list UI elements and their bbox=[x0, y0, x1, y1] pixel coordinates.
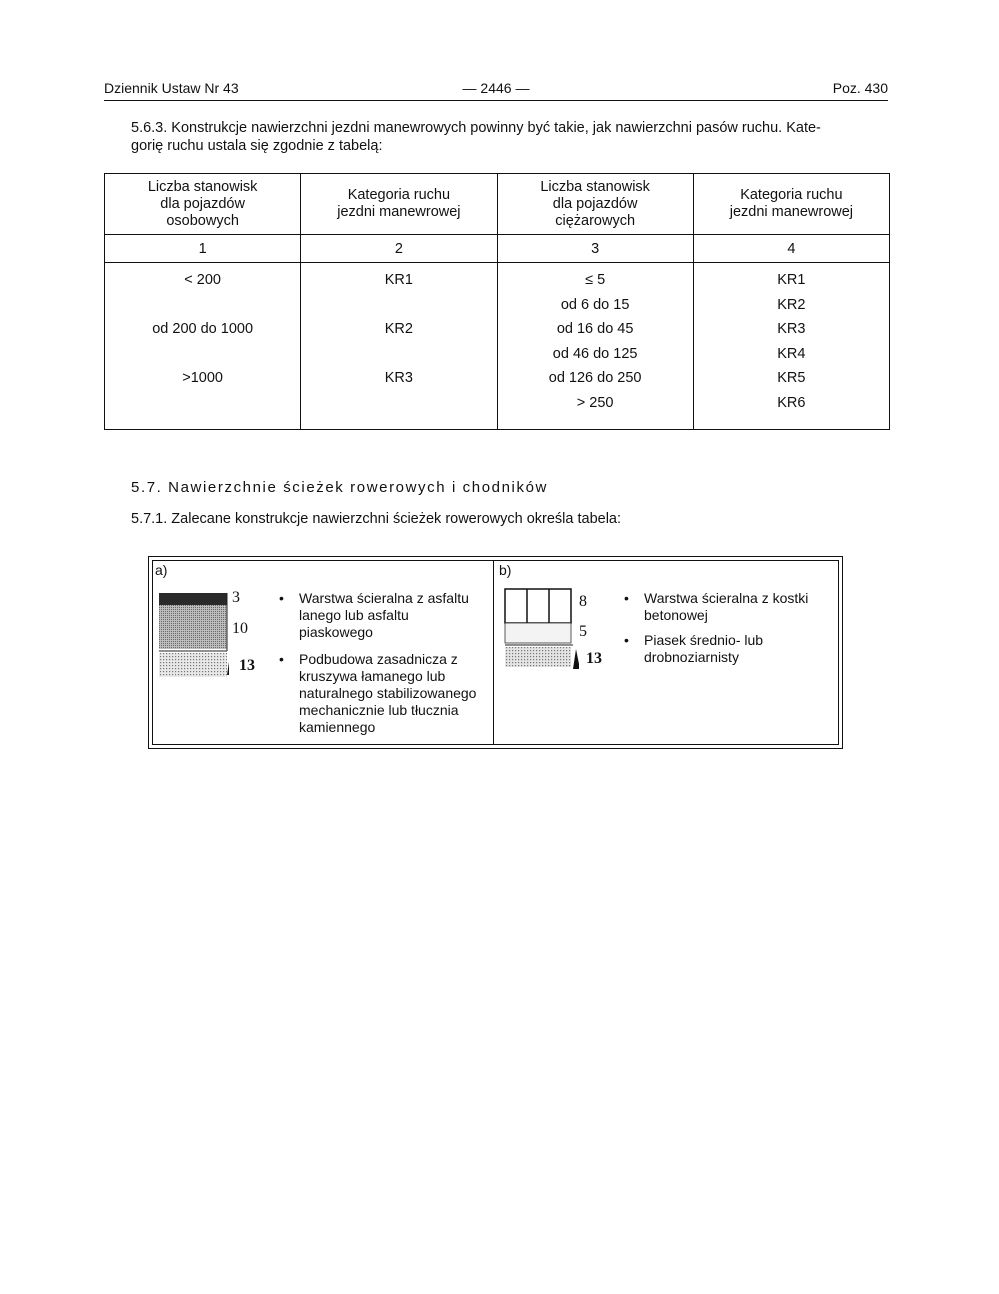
depth-marker bbox=[227, 655, 229, 675]
layer-thickness: 5 bbox=[579, 623, 587, 640]
column-number: 3 bbox=[497, 235, 693, 263]
subsection-title: 5.7.1. Zalecane konstrukcje nawierzchni ścieżek rowerowych określa tabela: bbox=[131, 511, 622, 527]
section-title: 5.7. Nawierzchnie ścieżek rowerowych i chodników bbox=[131, 479, 548, 496]
column-number: 2 bbox=[301, 235, 497, 263]
table-header-row bbox=[105, 174, 890, 235]
column-number: 1 bbox=[105, 235, 301, 263]
panel-b-legend bbox=[622, 590, 837, 670]
header-cell: Liczba stanowisk dla pojazdów osobowych bbox=[105, 174, 301, 235]
passenger-stands-cell: < 200 od 200 do 1000 >1000 bbox=[105, 263, 301, 430]
layer-thickness: 13 bbox=[586, 650, 602, 667]
layer-thickness: 8 bbox=[579, 593, 587, 610]
position-number: Poz. 430 bbox=[832, 80, 888, 96]
passenger-category-cell: KR1 KR2 KR3 bbox=[301, 263, 497, 430]
column-number-row bbox=[105, 235, 890, 263]
pavement-figure bbox=[148, 556, 843, 749]
concrete-paver-layer bbox=[505, 589, 571, 623]
legend-item: • Piasek średnio- lub drobnoziarnisty bbox=[622, 632, 837, 666]
page-number: — 2446 — bbox=[462, 80, 530, 96]
layer-thickness: 10 bbox=[232, 620, 248, 637]
layer-thickness: 3 bbox=[232, 589, 240, 606]
header-rule bbox=[104, 100, 888, 101]
legend-item: • Warstwa ścieralna z kostki betonowej bbox=[622, 590, 837, 624]
depth-marker bbox=[573, 649, 579, 669]
page-header bbox=[104, 80, 888, 100]
panel-b-cross-section bbox=[503, 587, 579, 673]
table-row bbox=[105, 263, 890, 430]
header-cell: Kategoria ruchu jezdni manewrowej bbox=[301, 174, 497, 235]
legend-item: • Podbudowa zasadnicza z kruszywa łamanego lub naturalnego stabilizowanego mechanicznie lub tłucznia kamiennego bbox=[277, 651, 497, 736]
sand-layer bbox=[505, 623, 571, 643]
panel-a-legend bbox=[277, 590, 497, 740]
layer-thickness: 13 bbox=[239, 657, 255, 674]
panel-a-label: a) bbox=[155, 562, 168, 578]
subbase-layer bbox=[159, 653, 227, 677]
truck-stands-cell: ≤ 5 od 6 do 15 od 16 do 45 od 46 do 125 od 126 do 250 > 250 bbox=[497, 263, 693, 430]
legend-item: • Warstwa ścieralna z asfaltu lanego lub asfaltu piaskowego bbox=[277, 590, 497, 641]
intro-line: gorię ruchu ustala się zgodnie z tabelą: bbox=[131, 138, 383, 154]
truck-category-cell: KR1 KR2 KR3 KR4 KR5 KR6 bbox=[693, 263, 889, 430]
subgrade-layer bbox=[505, 647, 571, 667]
intro-line: 5.6.3. Konstrukcje nawierzchni jezdni manewrowych powinny być takie, jak nawierzchni pasów ruchu. Kate- bbox=[131, 120, 821, 136]
column-number: 4 bbox=[693, 235, 889, 263]
header-cell: Liczba stanowisk dla pojazdów ciężarowych bbox=[497, 174, 693, 235]
panel-b-label: b) bbox=[499, 562, 512, 578]
asphalt-layer bbox=[159, 593, 227, 605]
header-cell: Kategoria ruchu jezdni manewrowej bbox=[693, 174, 889, 235]
journal-name: Dziennik Ustaw Nr 43 bbox=[104, 80, 239, 96]
base-layer bbox=[159, 605, 227, 649]
panel-a-cross-section bbox=[157, 593, 229, 679]
traffic-category-table bbox=[104, 173, 890, 430]
intro-paragraph bbox=[131, 119, 891, 155]
